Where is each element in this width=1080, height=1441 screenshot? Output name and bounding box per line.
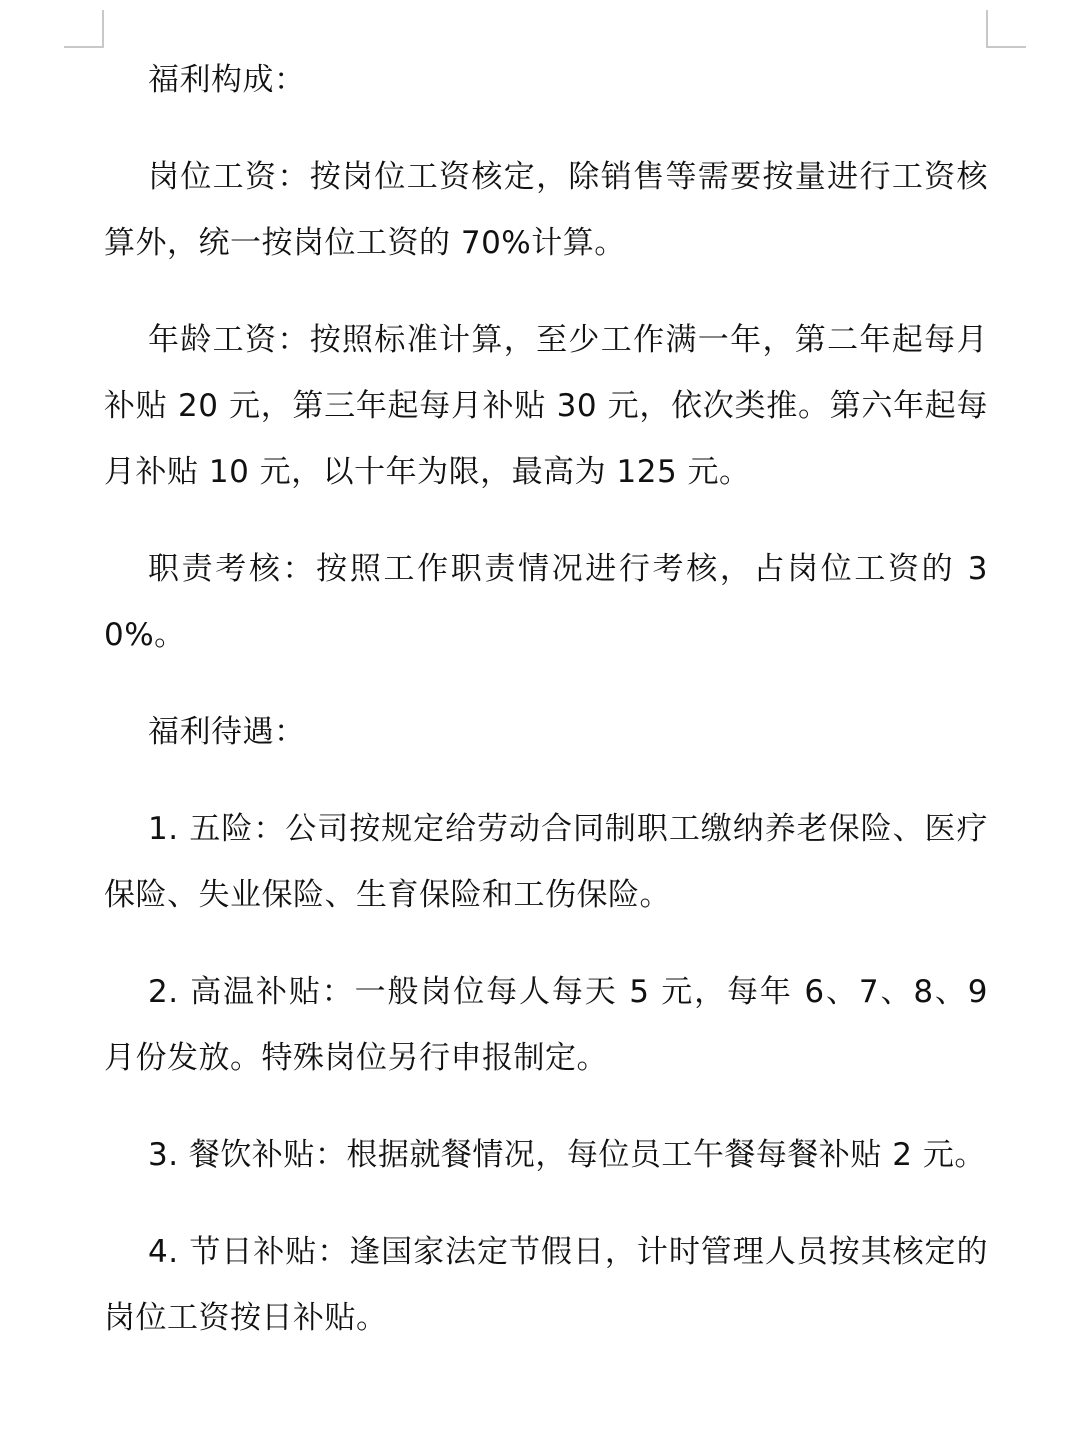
paragraph-duty-assessment: 职责考核：按照工作职责情况进行考核，占岗位工资的 30%。 xyxy=(104,551,988,653)
paragraph-seniority-salary: 年龄工资：按照标准计算，至少工作满一年，第二年起每月补贴 20 元，第三年起每月补贴 30 元，依次类推。第六年起每月补贴 10 元，以十年为限，最高为 125 元。 xyxy=(104,322,988,490)
list-item-meal-allowance: 3. 餐饮补贴：根据就餐情况，每位员工午餐每餐补贴 2 元。 xyxy=(148,1137,986,1173)
list-item-heat-allowance: 2. 高温补贴：一般岗位每人每天 5 元，每年 6、7、8、9 月份发放。特殊岗位另行申报制定。 xyxy=(104,974,988,1076)
list-item-holiday-allowance: 4. 节日补贴：逢国家法定节假日，计时管理人员按其核定的岗位工资按日补贴。 xyxy=(104,1234,988,1336)
paragraph-position-salary: 岗位工资：按岗位工资核定，除销售等需要按量进行工资核算外，统一按岗位工资的 70%计算。 xyxy=(104,159,988,261)
heading-welfare-composition: 福利构成： xyxy=(148,62,306,98)
crop-mark-top-right xyxy=(986,10,1026,48)
heading-welfare-benefits: 福利待遇： xyxy=(148,714,306,750)
crop-mark-top-left xyxy=(64,10,104,48)
document-body xyxy=(104,47,988,1351)
list-item-five-insurances: 1. 五险：公司按规定给劳动合同制职工缴纳养老保险、医疗保险、失业保险、生育保险和工伤保险。 xyxy=(104,811,988,913)
